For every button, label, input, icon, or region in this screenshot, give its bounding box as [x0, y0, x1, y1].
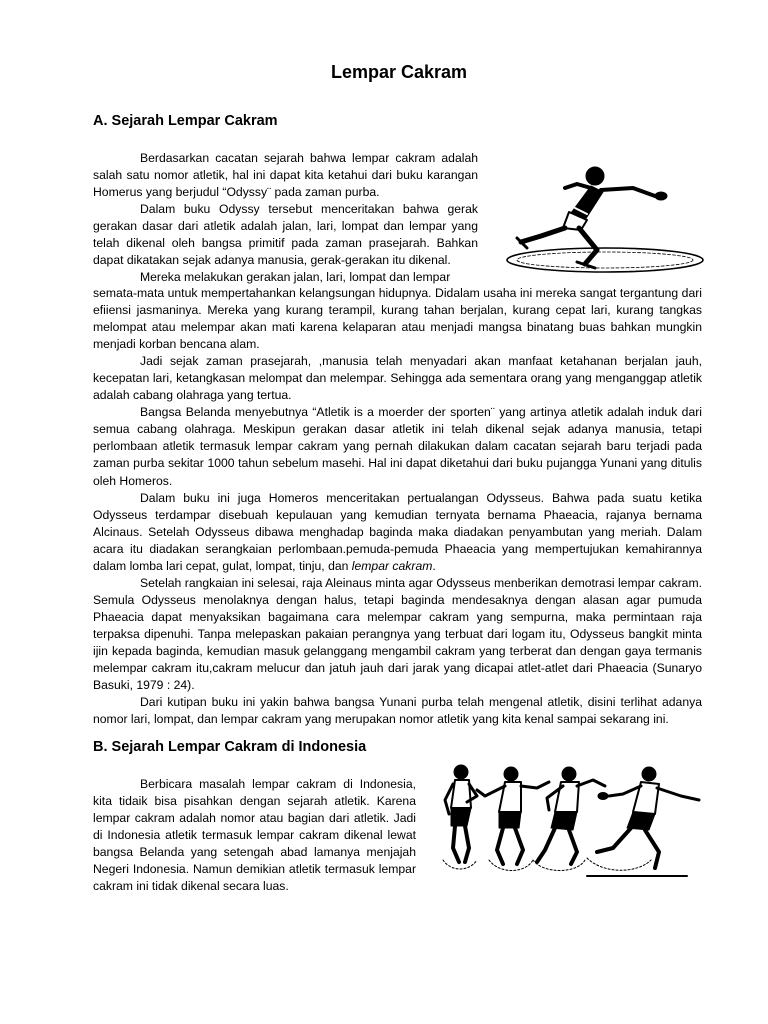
athlete-figure-4 [587, 767, 699, 870]
paragraph: Jadi sejak zaman prasejarah, ,manusia telah menyadari akan manfaat ketahanan berjalan jauh, kecepatan lari, ketangkasan melompat dan melempar. Sehingga ada sementara orang yang menganggap atletik adalah cabang olahraga yang tertua. [93, 354, 702, 403]
athlete-figure-1 [443, 765, 477, 869]
athlete-figure-3 [533, 767, 605, 871]
section-a-float-text [93, 150, 478, 286]
paragraph: Setelah rangkaian ini selesai, raja Aleinaus minta agar Odysseus menberikan demotrasi lempar cakram. Semula Odysseus menolaknya dengan halus, tetapi baginda mendesaknya dengan alasan agar pumuda Phaeacia dapat menyaksikan bagaimana cara melempar cakram yang sempurna, maka permintaan raja terpaksa dipenuhi. Tanpa melepaskan pakaian perangnya yang terbuat dari logam itu, Odysseus bangkit minta ijin kepada baginda, kemudian masuk gelanggang mengambil cakram yang terberat dan dengan gaya termanis melempar cakram itu,cakram melucur dan jatuh jauh dari jarak yang dicapai atlet-atlet dari Phaeacia (Sunaryo Basuki, 1979 : 24). [93, 575, 702, 693]
section-a-heading: A. Sejarah Lempar Cakram [93, 113, 278, 129]
paragraph: Berdasarkan cacatan sejarah bahwa lempar cakram adalah salah satu nomor atletik, hal ini dapat kita ketahui dari buku karangan Homerus yang berjudul “Odyssy¨ pada zaman purba. [93, 151, 478, 200]
paragraph: Berbicara masalah lempar cakram di Indonesia, kita tidaik bisa pisahkan dengan sejarah atletik. Karena lempar cakram adalah nomor atau bagian dari atletik. Jadi di Indonesia atletik termasuk lempar cakram dikenal lewat bangsa Belanda yang setengah abad lamanya menjajah Negeri Indonesia. Namun demikian atletik termasuk lempar cakram ini tidak dikenal secara luas. [93, 777, 416, 894]
discus-thrower-illustration [505, 158, 705, 276]
italic-term: lempar cakram [351, 558, 433, 573]
paragraph: Dari kutipan buku ini yakin bahwa bangsa Yunani purba telah mengenal atletik, disini terlihat adanya nomor lari, lompat, dan lempar cakram yang merupakan nomor atletik yang kita kenal sampai sekarang ini. [93, 695, 702, 727]
paragraph: Mereka melakukan gerakan jalan, lari, lompat dan lempar [140, 270, 451, 285]
paragraph: semata-mata untuk mempertahankan kelangsungan hidupnya. Didalam usaha ini mereka sangat tergantung dari efiiensi jasmaninya. Mereka yang kurang terampil, kurang tahan berjalan, kurang cepat lari, kurang tangkas melompat atau melempar akan mati karena kelaparan atau menjadi mangsa binatang buas bahkan mungkin menjadi korban bencana alam. [93, 286, 702, 352]
paragraph-text: Dalam buku ini juga Homeros menceritakan pertualangan Odysseus. Bahwa pada suatu ketika Odysseus terdampar disebuah kepulauan yang kemudian ternyata bernama Phaeacia, rajanya bernama Alcinaus. Setelah Odysseus dibawa menghadap baginda maka diadakan penyambutan yang meriah. Dalam acara itu diadakan serangkaian perlombaan.pemuda-pemuda Phaeacia yang mempertujukan kemahirannya dalam lomba lari cepat, gulat, lompat, tinju, dan [93, 490, 702, 573]
paragraph-text-end: . [432, 558, 436, 573]
athlete-figure-2 [477, 767, 549, 871]
section-a-body-text [93, 285, 702, 728]
paragraph: Bangsa Belanda menyebutnya “Atletik is a moerder der sporten¨ yang artinya atletik adalah induk dari semua cabang olahraga. Meskipun gerakan dasar atletik ini telah dikenal sejak adanya manusia, tetapi perlombaan atletik termasuk lempar cakram yang pernah dilakukan dalam cacatan sejarah baru terjadi pada zaman purba sekitar 1000 tahun sebelum masehi. Hal ini dapat diketahui dari buku pujangga Yunani yang ditulis oleh Homeros. [93, 405, 702, 488]
paragraph-odysseus [93, 490, 702, 575]
paragraph: Dalam buku Odyssy tersebut menceritakan bahwa gerak gerakan dasar dari atletik adalah jalan, lari, lompat dan lempar yang telah dikenal oleh bangsa primitif pada zaman prasejarah. Bahkan dapat dikatakan sejak adanya manusia, gerak-gerakan itu dikenal. [93, 202, 478, 268]
document-title: Lempar Cakram [330, 62, 468, 82]
discus-throw-sequence-illustration [437, 760, 705, 888]
section-b-heading: B. Sejarah Lempar Cakram di Indonesia [93, 739, 367, 755]
section-b-text [93, 776, 416, 895]
